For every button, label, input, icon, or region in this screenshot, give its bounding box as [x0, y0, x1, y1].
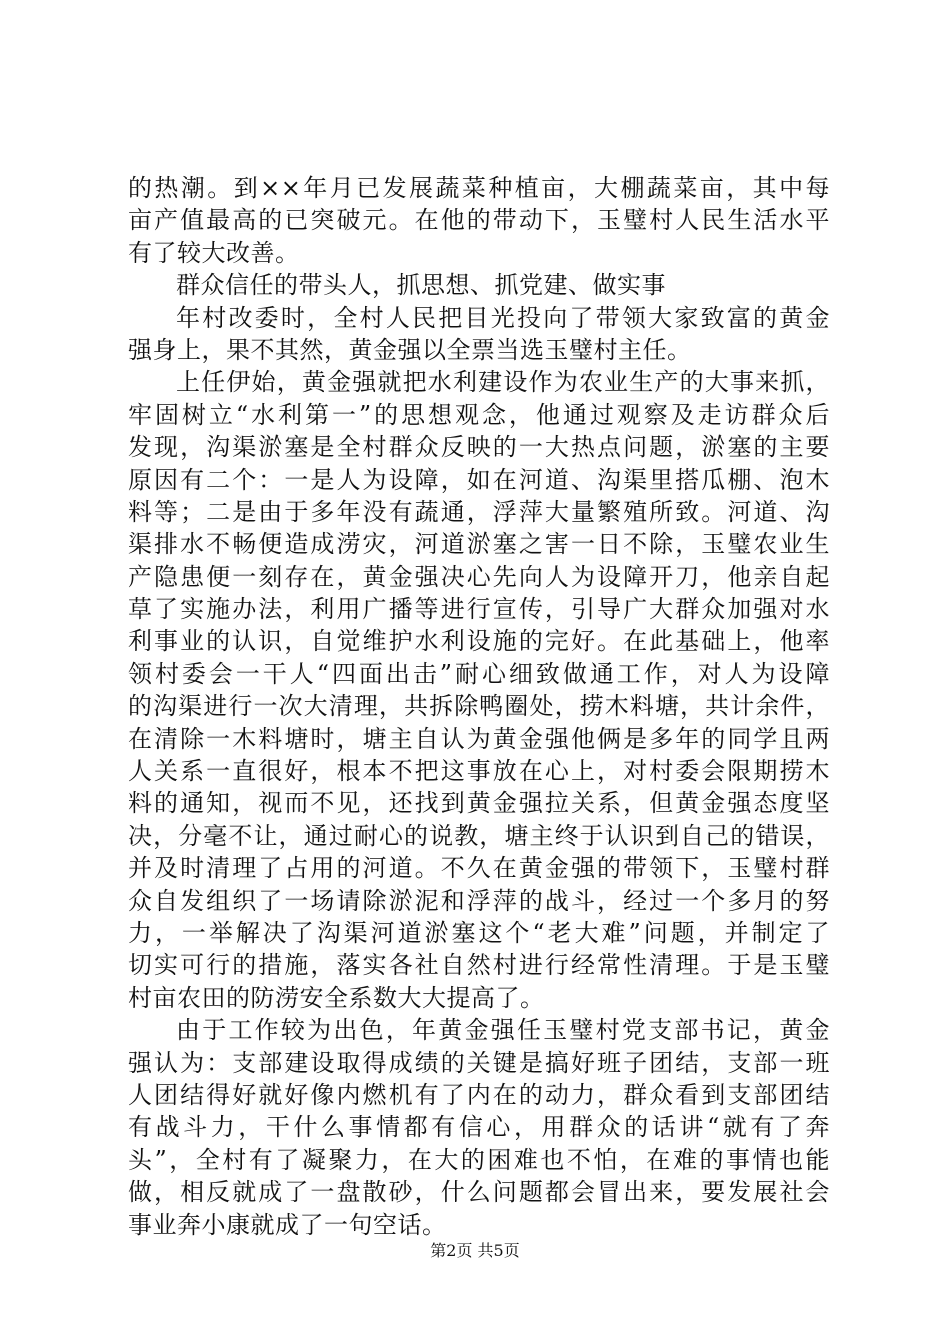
page-number-footer: 第2页 共5页	[430, 1241, 520, 1260]
paragraph-start: 由于工作较为出色，年黄金强任玉璧村党支部书记，黄金	[176, 1016, 830, 1045]
section-heading: 群众信任的带头人，抓思想、抓党建、做实事	[176, 271, 666, 300]
text-line: 头”，全村有了凝聚力，在大的困难也不怕，在难的事情也能	[128, 1145, 830, 1174]
text-line: 利事业的认识，自觉维护水利设施的完好。在此基础上，他率	[128, 627, 830, 656]
text-line: 的沟渠进行一次大清理，共拆除鸭圈处，捞木料塘，共计余件，	[128, 692, 830, 721]
text-line: 强认为：支部建设取得成绩的关键是搞好班子团结，支部一班	[128, 1048, 830, 1077]
text-line: 强身上，果不其然，黄金强以全票当选玉璧村主任。	[128, 335, 692, 364]
text-line: 的热潮。到××年月已发展蔬菜种植亩，大棚蔬菜亩，其中每	[128, 174, 830, 202]
text-line: 村亩农田的防涝安全系数大大提高了。	[128, 983, 545, 1012]
document-body	[128, 172, 830, 1241]
text-line: 有战斗力，干什么事情都有信心，用群众的话讲“就有了奔	[128, 1113, 830, 1142]
text-line: 原因有二个：一是人为设障，如在河道、沟渠里搭瓜棚、泡木	[128, 465, 830, 494]
text-line: 众自发组织了一场请除淤泥和浮萍的战斗，经过一个多月的努	[128, 886, 830, 915]
text-line: 在清除一木料塘时，塘主自认为黄金强他俩是多年的同学且两	[128, 724, 830, 753]
text-line: 切实可行的措施，落实各社自然村进行经常性清理。于是玉璧	[128, 951, 830, 980]
text-line: 草了实施办法，利用广播等进行宣传，引导广大群众加强对水	[128, 595, 830, 624]
text-line: 料等；二是由于多年没有蔬通，浮萍大量繁殖所致。河道、沟	[128, 497, 830, 526]
text-line: 决，分毫不让，通过耐心的说教，塘主终于认识到自己的错误，	[128, 821, 830, 850]
text-line: 做，相反就成了一盘散砂，什么问题都会冒出来，要发展社会	[128, 1178, 830, 1207]
text-line: 渠排水不畅便造成涝灾，河道淤塞之害一日不除，玉璧农业生	[128, 530, 830, 559]
text-line: 事业奔小康就成了一句空话。	[128, 1210, 447, 1239]
text-line: 产隐患便一刻存在，黄金强决心先向人为设障开刀，他亲自起	[128, 562, 830, 591]
text-line: 人关系一直很好，根本不把这事放在心上，对村委会限期捞木	[128, 757, 830, 786]
text-line: 力，一举解决了沟渠河道淤塞这个“老大难”问题，并制定了	[128, 918, 830, 947]
paragraph-start: 年村改委时，全村人民把目光投向了带领大家致富的黄金	[176, 303, 830, 332]
text-line: 领村委会一干人“四面出击”耐心细致做通工作，对人为设障	[128, 659, 830, 688]
text-line: 亩产值最高的已突破元。在他的带动下，玉璧村人民生活水平	[128, 206, 830, 235]
text-line: 有了较大改善。	[128, 238, 300, 267]
text-line: 发现，沟渠淤塞是全村群众反映的一大热点问题，淤塞的主要	[128, 433, 830, 462]
text-line: 料的通知，视而不见，还找到黄金强拉关系，但黄金强态度坚	[128, 789, 830, 818]
text-line: 并及时清理了占用的河道。不久在黄金强的带领下，玉璧村群	[128, 854, 830, 883]
text-line: 人团结得好就好像内燃机有了内在的动力，群众看到支部团结	[128, 1080, 830, 1109]
text-line: 牢固树立“水利第一”的思想观念，他通过观察及走访群众后	[128, 400, 830, 429]
paragraph-start: 上任伊始，黄金强就把水利建设作为农业生产的大事来抓，	[176, 368, 830, 397]
